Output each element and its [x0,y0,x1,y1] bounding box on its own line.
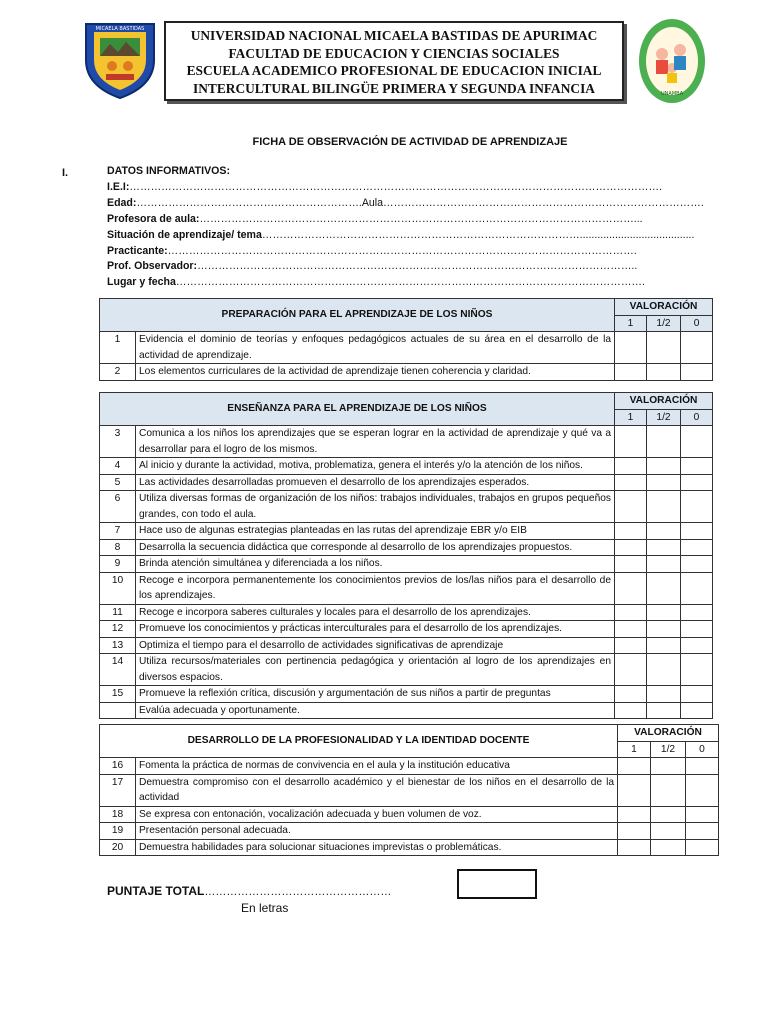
table-body [100,758,719,856]
score-cell-1[interactable] [615,474,647,491]
score-cell-1[interactable] [615,364,647,381]
score-cell-half[interactable] [647,332,681,364]
header-line-1: UNIVERSIDAD NACIONAL MICAELA BASTIDAS DE APURIMAC [190,28,598,43]
header-line-4: INTERCULTURAL BILINGÜE PRIMERA Y SEGUNDA INFANCIA [193,80,595,96]
table-row [100,654,713,686]
score-cell-0[interactable] [681,491,713,523]
item-criterion: Promueve la reflexión crítica, discusión y argumentación de sus niños a partir de preguntas [136,686,615,703]
table-body [100,332,713,381]
field-fill-line: ……………………………………………………………………………………………………………... [199,212,643,225]
score-cell-0[interactable] [686,774,719,806]
scale-1: 1 [615,409,647,426]
score-cell-0[interactable] [681,637,713,654]
score-cell-1[interactable] [618,823,651,840]
field-lugar-fecha[interactable] [107,275,704,291]
table-row [100,523,713,540]
score-cell-half[interactable] [647,686,681,703]
score-cell-half[interactable] [647,474,681,491]
item-criterion: Se expresa con entonación, vocalización adecuada y buen volumen de voz. [136,806,618,823]
score-cell-1[interactable] [615,539,647,556]
field-label: Lugar y fecha [107,276,176,289]
field-fill-line: ……………………………………………………………………………………………………………………. [167,244,637,257]
item-criterion: Fomenta la práctica de normas de convivencia en el aula y la institución educativa [136,758,618,775]
score-cell-0[interactable] [686,806,719,823]
score-cell-half[interactable] [647,702,681,719]
field-fill-line: ……………………………………………………………………………………………………………………. [175,276,645,289]
table-preparacion [99,298,713,381]
svg-text:UNAMBA: UNAMBA [661,91,683,97]
field-situacion[interactable] [107,228,704,244]
table-row [100,758,719,775]
item-criterion: Utiliza recursos/materiales con pertinencia pedagógica y orientación al logro de los aprendizajes en diversos espacios. [136,654,615,686]
item-number: 9 [100,556,136,573]
item-number: 15 [100,686,136,703]
table-row [100,686,713,703]
item-criterion: Las actividades desarrolladas promueven el desarrollo de los aprendizajes esperados. [136,474,615,491]
item-number: 19 [100,823,136,840]
scale-half: 1/2 [647,409,681,426]
item-criterion: Presentación personal adecuada. [136,823,618,840]
item-number: 5 [100,474,136,491]
table-row [100,806,719,823]
score-cell-0[interactable] [681,572,713,604]
valoracion-header: VALORACIÓN [615,299,713,316]
table-row [100,458,713,475]
table-profesionalidad [99,724,719,856]
score-cell-half[interactable] [647,604,681,621]
table-row [100,474,713,491]
score-cell-1[interactable] [615,654,647,686]
score-cell-1[interactable] [615,621,647,638]
table-row [100,823,719,840]
score-cell-0[interactable] [681,332,713,364]
item-criterion: Demuestra habilidades para solucionar situaciones imprevistas o problemáticas. [136,839,618,856]
score-cell-1[interactable] [618,806,651,823]
field-label: Edad: [107,196,137,209]
item-number [100,702,136,719]
table-row [100,604,713,621]
field-observador[interactable] [107,259,704,275]
table-title: ENSEÑANZA PARA EL APRENDIZAJE DE LOS NIÑOS [100,393,615,426]
table-row [100,364,713,381]
item-criterion: Evalúa adecuada y oportunamente. [136,702,615,719]
en-letras-label: En letras [241,901,289,915]
svg-text:MICAELA BASTIDAS: MICAELA BASTIDAS [95,26,145,32]
item-number: 10 [100,572,136,604]
item-criterion: Comunica a los niños los aprendizajes que se esperan lograr en la actividad de aprendizaje y qué va a desarrollar para el logro de los mismos. [136,426,615,458]
table-row [100,702,713,719]
score-cell-1[interactable] [615,604,647,621]
item-number: 13 [100,637,136,654]
score-cell-half[interactable] [647,654,681,686]
item-number: 2 [100,364,136,381]
scale-0: 0 [681,315,713,332]
field-label: I.E.I: [107,180,130,193]
institution-header [164,21,624,101]
score-cell-1[interactable] [615,332,647,364]
table-row [100,637,713,654]
item-number: 14 [100,654,136,686]
score-cell-1[interactable] [615,686,647,703]
scale-0: 0 [681,409,713,426]
field-practicante[interactable] [107,244,704,260]
item-criterion: Recoge e incorpora permanentemente los conocimientos previos de los/las niños para el desarrollo de los aprendizajes. [136,572,615,604]
item-criterion: Hace uso de algunas estrategias planteadas en las rutas del aprendizaje EBR y/o EIB [136,523,615,540]
valoracion-header: VALORACIÓN [615,393,713,410]
score-cell-1[interactable] [615,637,647,654]
section-number: I. [62,167,69,179]
score-cell-half[interactable] [647,572,681,604]
score-cell-0[interactable] [681,556,713,573]
score-cell-1[interactable] [615,702,647,719]
score-cell-1[interactable] [618,758,651,775]
score-cell-0[interactable] [681,686,713,703]
score-cell-0[interactable] [681,539,713,556]
score-cell-1[interactable] [615,426,647,458]
puntaje-fill-line: …………………………………………… [204,886,392,898]
table-body [100,426,713,719]
school-logo [638,18,706,104]
puntaje-total [107,884,391,898]
valoracion-header: VALORACIÓN [618,725,719,742]
score-cell-1[interactable] [615,523,647,540]
score-cell-0[interactable] [681,604,713,621]
item-criterion: Promueve los conocimientos y prácticas interculturales para el desarrollo de los aprendizajes. [136,621,615,638]
item-criterion: Los elementos curriculares de la actividad de aprendizaje tienen coherencia y claridad. [136,364,615,381]
score-cell-half[interactable] [647,621,681,638]
field-label: Prof. Observador: [107,260,198,273]
score-cell-half[interactable] [651,839,686,856]
score-cell-half[interactable] [651,823,686,840]
scale-0: 0 [686,741,719,758]
score-cell-half[interactable] [651,758,686,775]
table-row [100,774,719,806]
item-criterion: Demuestra compromiso con el desarrollo académico y el bienestar de los niños en el desarrollo de la actividad [136,774,618,806]
score-cell-half[interactable] [647,523,681,540]
item-number: 1 [100,332,136,364]
score-cell-1[interactable] [618,774,651,806]
puntaje-label: PUNTAJE TOTAL [107,884,205,898]
total-score-box[interactable] [457,869,537,899]
score-cell-1[interactable] [615,458,647,475]
item-number: 16 [100,758,136,775]
field-label: Situación de aprendizaje/ tema [107,228,262,241]
score-cell-0[interactable] [681,654,713,686]
item-criterion: Desarrolla la secuencia didáctica que corresponde al desarrollo de los aprendizajes propuestos. [136,539,615,556]
score-cell-0[interactable] [681,702,713,719]
field-label: Profesora de aula: [107,212,200,225]
table-row [100,556,713,573]
item-number: 11 [100,604,136,621]
item-number: 6 [100,491,136,523]
item-criterion: Recoge e incorpora saberes culturales y locales para el desarrollo de los aprendizajes. [136,604,615,621]
score-cell-0[interactable] [681,474,713,491]
table-title: DESARROLLO DE LA PROFESIONALIDAD Y LA IDENTIDAD DOCENTE [100,725,618,758]
item-number: 12 [100,621,136,638]
score-cell-0[interactable] [686,839,719,856]
field-fill-line: ……………………………………………………………………………………………………………………………………. [129,180,663,193]
university-crest-logo [80,20,160,100]
score-cell-half[interactable] [647,364,681,381]
item-criterion: Al inicio y durante la actividad, motiva, problematiza, genera el interés y/o la atención de los niños. [136,458,615,475]
item-criterion: Evidencia el dominio de teorías y enfoques pedagógicos actuales de su área en el desarrollo de la actividad de aprendizaje. [136,332,615,364]
table-ensenanza [99,392,713,719]
score-cell-half[interactable] [651,774,686,806]
item-number: 3 [100,426,136,458]
score-cell-half[interactable] [647,426,681,458]
score-cell-1[interactable] [615,556,647,573]
datos-informativos [107,164,704,291]
item-number: 20 [100,839,136,856]
field-label: Practicante: [107,244,168,257]
score-cell-0[interactable] [681,364,713,381]
table-row [100,539,713,556]
score-cell-0[interactable] [681,426,713,458]
scale-1: 1 [618,741,651,758]
field-fill-line: ………………………………………………………………………………....................................... [261,228,695,241]
field-edad-aula[interactable] [107,196,704,212]
table-row [100,426,713,458]
score-cell-0[interactable] [686,758,719,775]
score-cell-1[interactable] [618,839,651,856]
field-iei[interactable] [107,180,704,196]
item-criterion: Optimiza el tiempo para el desarrollo de actividades significativas de aprendizaje [136,637,615,654]
item-number: 18 [100,806,136,823]
score-cell-half[interactable] [647,458,681,475]
score-cell-1[interactable] [615,572,647,604]
table-title: PREPARACIÓN PARA EL APRENDIZAJE DE LOS NIÑOS [100,299,615,332]
field-profesora[interactable] [107,212,704,228]
score-cell-half[interactable] [651,806,686,823]
score-cell-0[interactable] [686,823,719,840]
field-fill-line: …………………………………………………………………………………………………………….. [197,260,638,273]
table-row [100,621,713,638]
table-row [100,572,713,604]
table-row [100,491,713,523]
item-number: 17 [100,774,136,806]
score-cell-0[interactable] [681,621,713,638]
score-cell-half[interactable] [647,637,681,654]
scale-half: 1/2 [647,315,681,332]
item-number: 8 [100,539,136,556]
score-cell-0[interactable] [681,523,713,540]
item-criterion: Brinda atención simultánea y diferenciada a los niños. [136,556,615,573]
score-cell-1[interactable] [615,491,647,523]
scale-half: 1/2 [651,741,686,758]
item-number: 7 [100,523,136,540]
scale-1: 1 [615,315,647,332]
table-row [100,839,719,856]
header-line-3: ESCUELA ACADEMICO PROFESIONAL DE EDUCACION INICIAL [186,63,602,78]
score-cell-half[interactable] [647,539,681,556]
score-cell-0[interactable] [681,458,713,475]
header-line-2: FACULTAD DE EDUCACION Y CIENCIAS SOCIALES [228,45,560,61]
item-criterion: Utiliza diversas formas de organización de los niños: trabajos individuales, trabajos en grupos pequeños grandes, con todo el aula. [136,491,615,523]
score-cell-half[interactable] [647,556,681,573]
item-number: 4 [100,458,136,475]
section-title: DATOS INFORMATIVOS: [107,165,231,177]
form-title: FICHA DE OBSERVACIÓN DE ACTIVIDAD DE APRENDIZAJE [252,136,568,148]
score-cell-half[interactable] [647,491,681,523]
table-row [100,332,713,364]
field-fill-line: ……………………………………………………….Aula………………………………………………………………………………. [136,196,704,209]
